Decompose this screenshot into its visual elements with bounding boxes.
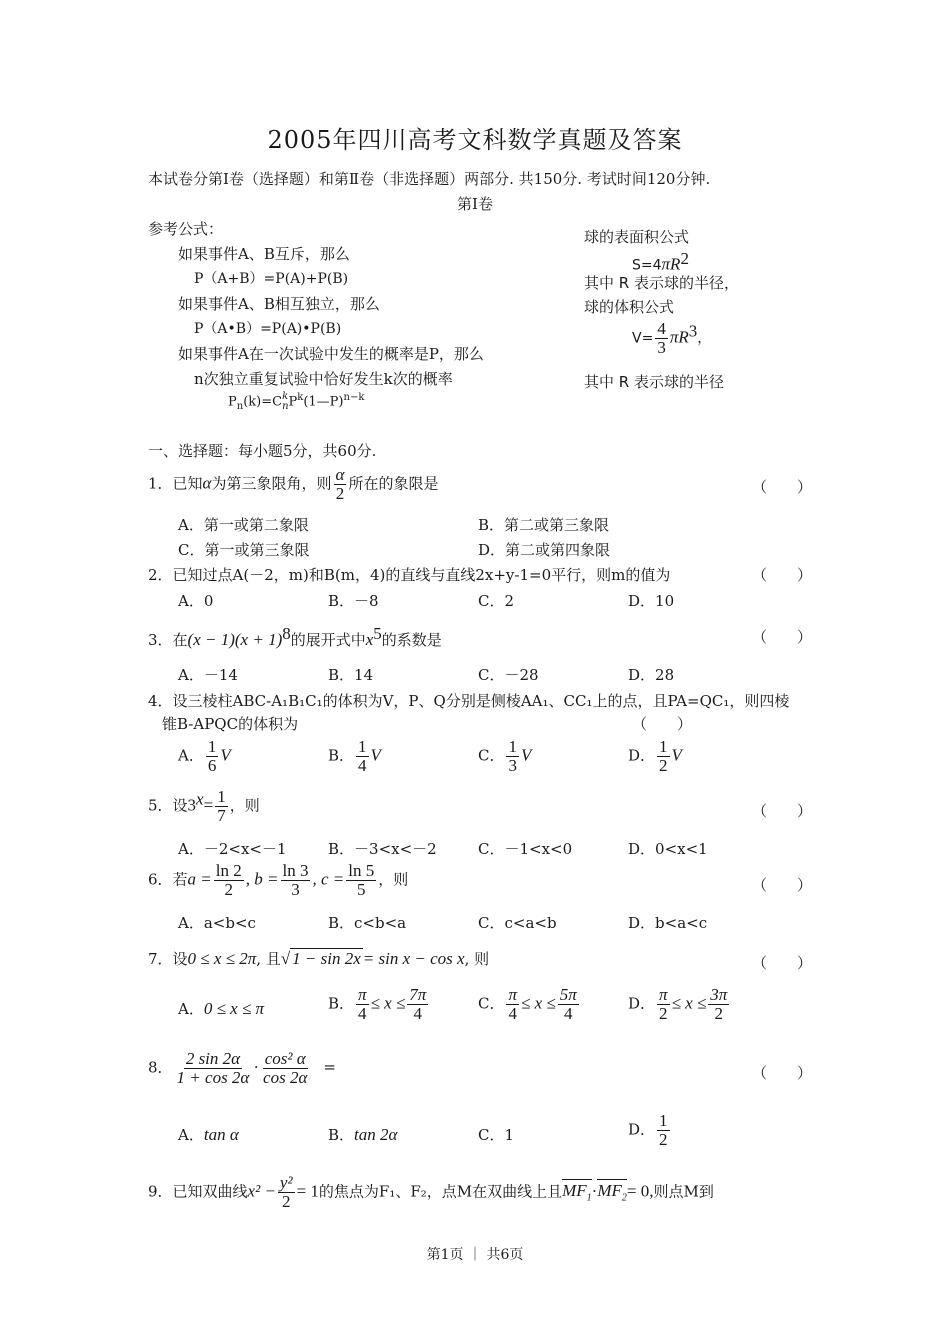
answer-parentheses: （ ） <box>752 954 813 972</box>
question-4-line-1: 4．设三棱柱ABC-A₁B₁C₁的体积为V，P、Q分别是侧棱AA₁、CC₁上的点，且PA=QC₁，则四棱 <box>148 692 790 710</box>
option-a: A． $\frac{1}{6}$ V <box>178 737 231 775</box>
section-heading: 一、选择题：每小题5分，共60分. <box>148 442 377 460</box>
option-a: A．第一或第二象限 <box>178 516 309 534</box>
formula-line: 如果事件A、B相互独立，那么 <box>178 295 380 313</box>
sphere-radius-note: 其中 R 表示球的半径， <box>584 274 739 292</box>
intro-text: 本试卷分第Ⅰ卷（选择题）和第Ⅱ卷（非选择题）两部分. 共150分. 考试时间120分钟. <box>148 170 711 188</box>
answer-parentheses: （ ） <box>632 715 693 733</box>
question-3: 3．在$(x - 1)(x + 1)^8$的展开式中$x^5$的系数是 <box>148 624 442 649</box>
page-footer: 第1页 ｜ 共6页 <box>426 1247 524 1263</box>
option-b: B．第二或第三象限 <box>478 516 610 534</box>
question-8: 8． $\frac{2 \sin 2\alpha}{1 + \cos 2\alpha}$ · $\frac{\text{cos² α}}{\cos 2\alpha}$ = <box>148 1049 336 1087</box>
option-d: D．10 <box>628 592 675 610</box>
sphere-volume-formula: V= $\frac{4}{3}$ $\pi R^3$， <box>632 319 712 357</box>
sphere-area-heading: 球的表面积公式 <box>584 228 690 246</box>
vector-mf1: $MF_1$ <box>562 1181 592 1204</box>
question-7: 7．设0 ≤ x ≤ 2π, 且√ 1 − sin 2x = sin x − cos x, 则 <box>148 949 490 968</box>
formula-line: 如果事件A在一次试验中发生的概率是P，那么 <box>178 345 484 363</box>
option-d: D．28 <box>628 666 675 684</box>
option-b: B．tan 2α <box>328 1125 398 1144</box>
question-2: 2．已知过点A(－2，m)和B(m，4)的直线与直线2x+y-1=0平行，则m的值为 <box>148 566 671 584</box>
option-a: A．－2<x<－1 <box>178 840 287 858</box>
formula-heading: 参考公式： <box>148 220 224 238</box>
option-d: D． $\frac{1}{2}$ <box>628 1111 668 1149</box>
formula-line: n次独立重复试验中恰好发生k次的概率 <box>194 370 453 388</box>
question-5: 5．设$3^x=$ $\frac{1}{7}$ ，则 <box>148 787 260 825</box>
volume-label: 第Ⅰ卷 <box>457 195 493 213</box>
option-a: A．0 <box>178 592 214 610</box>
option-a: A．tan α <box>178 1125 239 1144</box>
option-c: C． $\frac{\pi}{4}$ ≤ x ≤ $\frac{5\pi}{4}$ <box>478 985 577 1023</box>
option-b: B． $\frac{\pi}{4}$ ≤ x ≤ $\frac{7\pi}{4}$ <box>328 985 427 1023</box>
answer-parentheses: （ ） <box>752 566 813 584</box>
option-d: D． $\frac{1}{2}$ V <box>628 737 682 775</box>
option-d: D．第二或第四象限 <box>478 541 611 559</box>
option-d: D．b<a<c <box>628 914 708 932</box>
answer-parentheses: （ ） <box>752 802 813 820</box>
sphere-volume-heading: 球的体积公式 <box>584 298 675 316</box>
option-c: C．第一或第三象限 <box>178 541 310 559</box>
option-b: B． $\frac{1}{4}$ V <box>328 737 381 775</box>
option-a: A．a<b<c <box>178 914 256 932</box>
option-c: C．－28 <box>478 666 539 684</box>
sphere-area-formula: $S=4\pi R^2$ <box>632 249 689 274</box>
option-b: B．c<b<a <box>328 914 407 932</box>
option-c: C．－1<x<0 <box>478 840 573 858</box>
option-a: A．0 ≤ x ≤ π <box>178 999 265 1018</box>
answer-parentheses: （ ） <box>752 1064 813 1082</box>
option-d: D． $\frac{\pi}{2}$ ≤ x ≤ $\frac{3\pi}{2}$ <box>628 985 728 1023</box>
formula-line: P（A+B）=P(A)+P(B) <box>194 271 349 287</box>
option-b: B．14 <box>328 666 374 684</box>
binomial-probability-formula: $P_n(k)=C$ k n $P^k(1—P)^{n-k}$ <box>228 391 365 413</box>
formula-line: P（A•B）=P(A)•P(B) <box>194 321 342 337</box>
page-title: 2005年四川高考文科数学真题及答案 <box>267 126 683 154</box>
option-c: C． $\frac{1}{3}$ V <box>478 737 532 775</box>
question-6: 6．若a = $\frac{\ln 2}{2}$ , b = $\frac{\ln 3}{3}$ , c = $\frac{\ln 5}{5}$ ，则 <box>148 861 409 899</box>
formula-line: 如果事件A、B互斥，那么 <box>178 245 350 263</box>
vector-mf2: $MF_2$ <box>597 1181 627 1204</box>
answer-parentheses: （ ） <box>752 628 813 646</box>
option-b: B．－8 <box>328 592 379 610</box>
option-c: C．c<a<b <box>478 914 557 932</box>
answer-parentheses: （ ） <box>752 876 813 894</box>
option-c: C．1 <box>478 1126 515 1144</box>
question-9: 9．已知双曲线x² − $\frac{\text{y²}}{2}$ = 1的焦点为F₁、F₂，点M在双曲线上且$MF_1\cdot MF_2= 0$,则点M到 <box>148 1173 714 1211</box>
sphere-radius-note: 其中 R 表示球的半径 <box>584 373 724 391</box>
option-a: A．－14 <box>178 666 238 684</box>
option-c: C．2 <box>478 592 515 610</box>
question-4-line-2: 锥B-APQC的体积为 <box>162 715 299 733</box>
option-b: B．－3<x<－2 <box>328 840 437 858</box>
question-1: 1．已知α为第三象限角，则 $\frac{\alpha}{2}$ 所在的象限是 <box>148 465 439 503</box>
answer-parentheses: （ ） <box>752 478 813 496</box>
option-d: D．0<x<1 <box>628 840 708 858</box>
